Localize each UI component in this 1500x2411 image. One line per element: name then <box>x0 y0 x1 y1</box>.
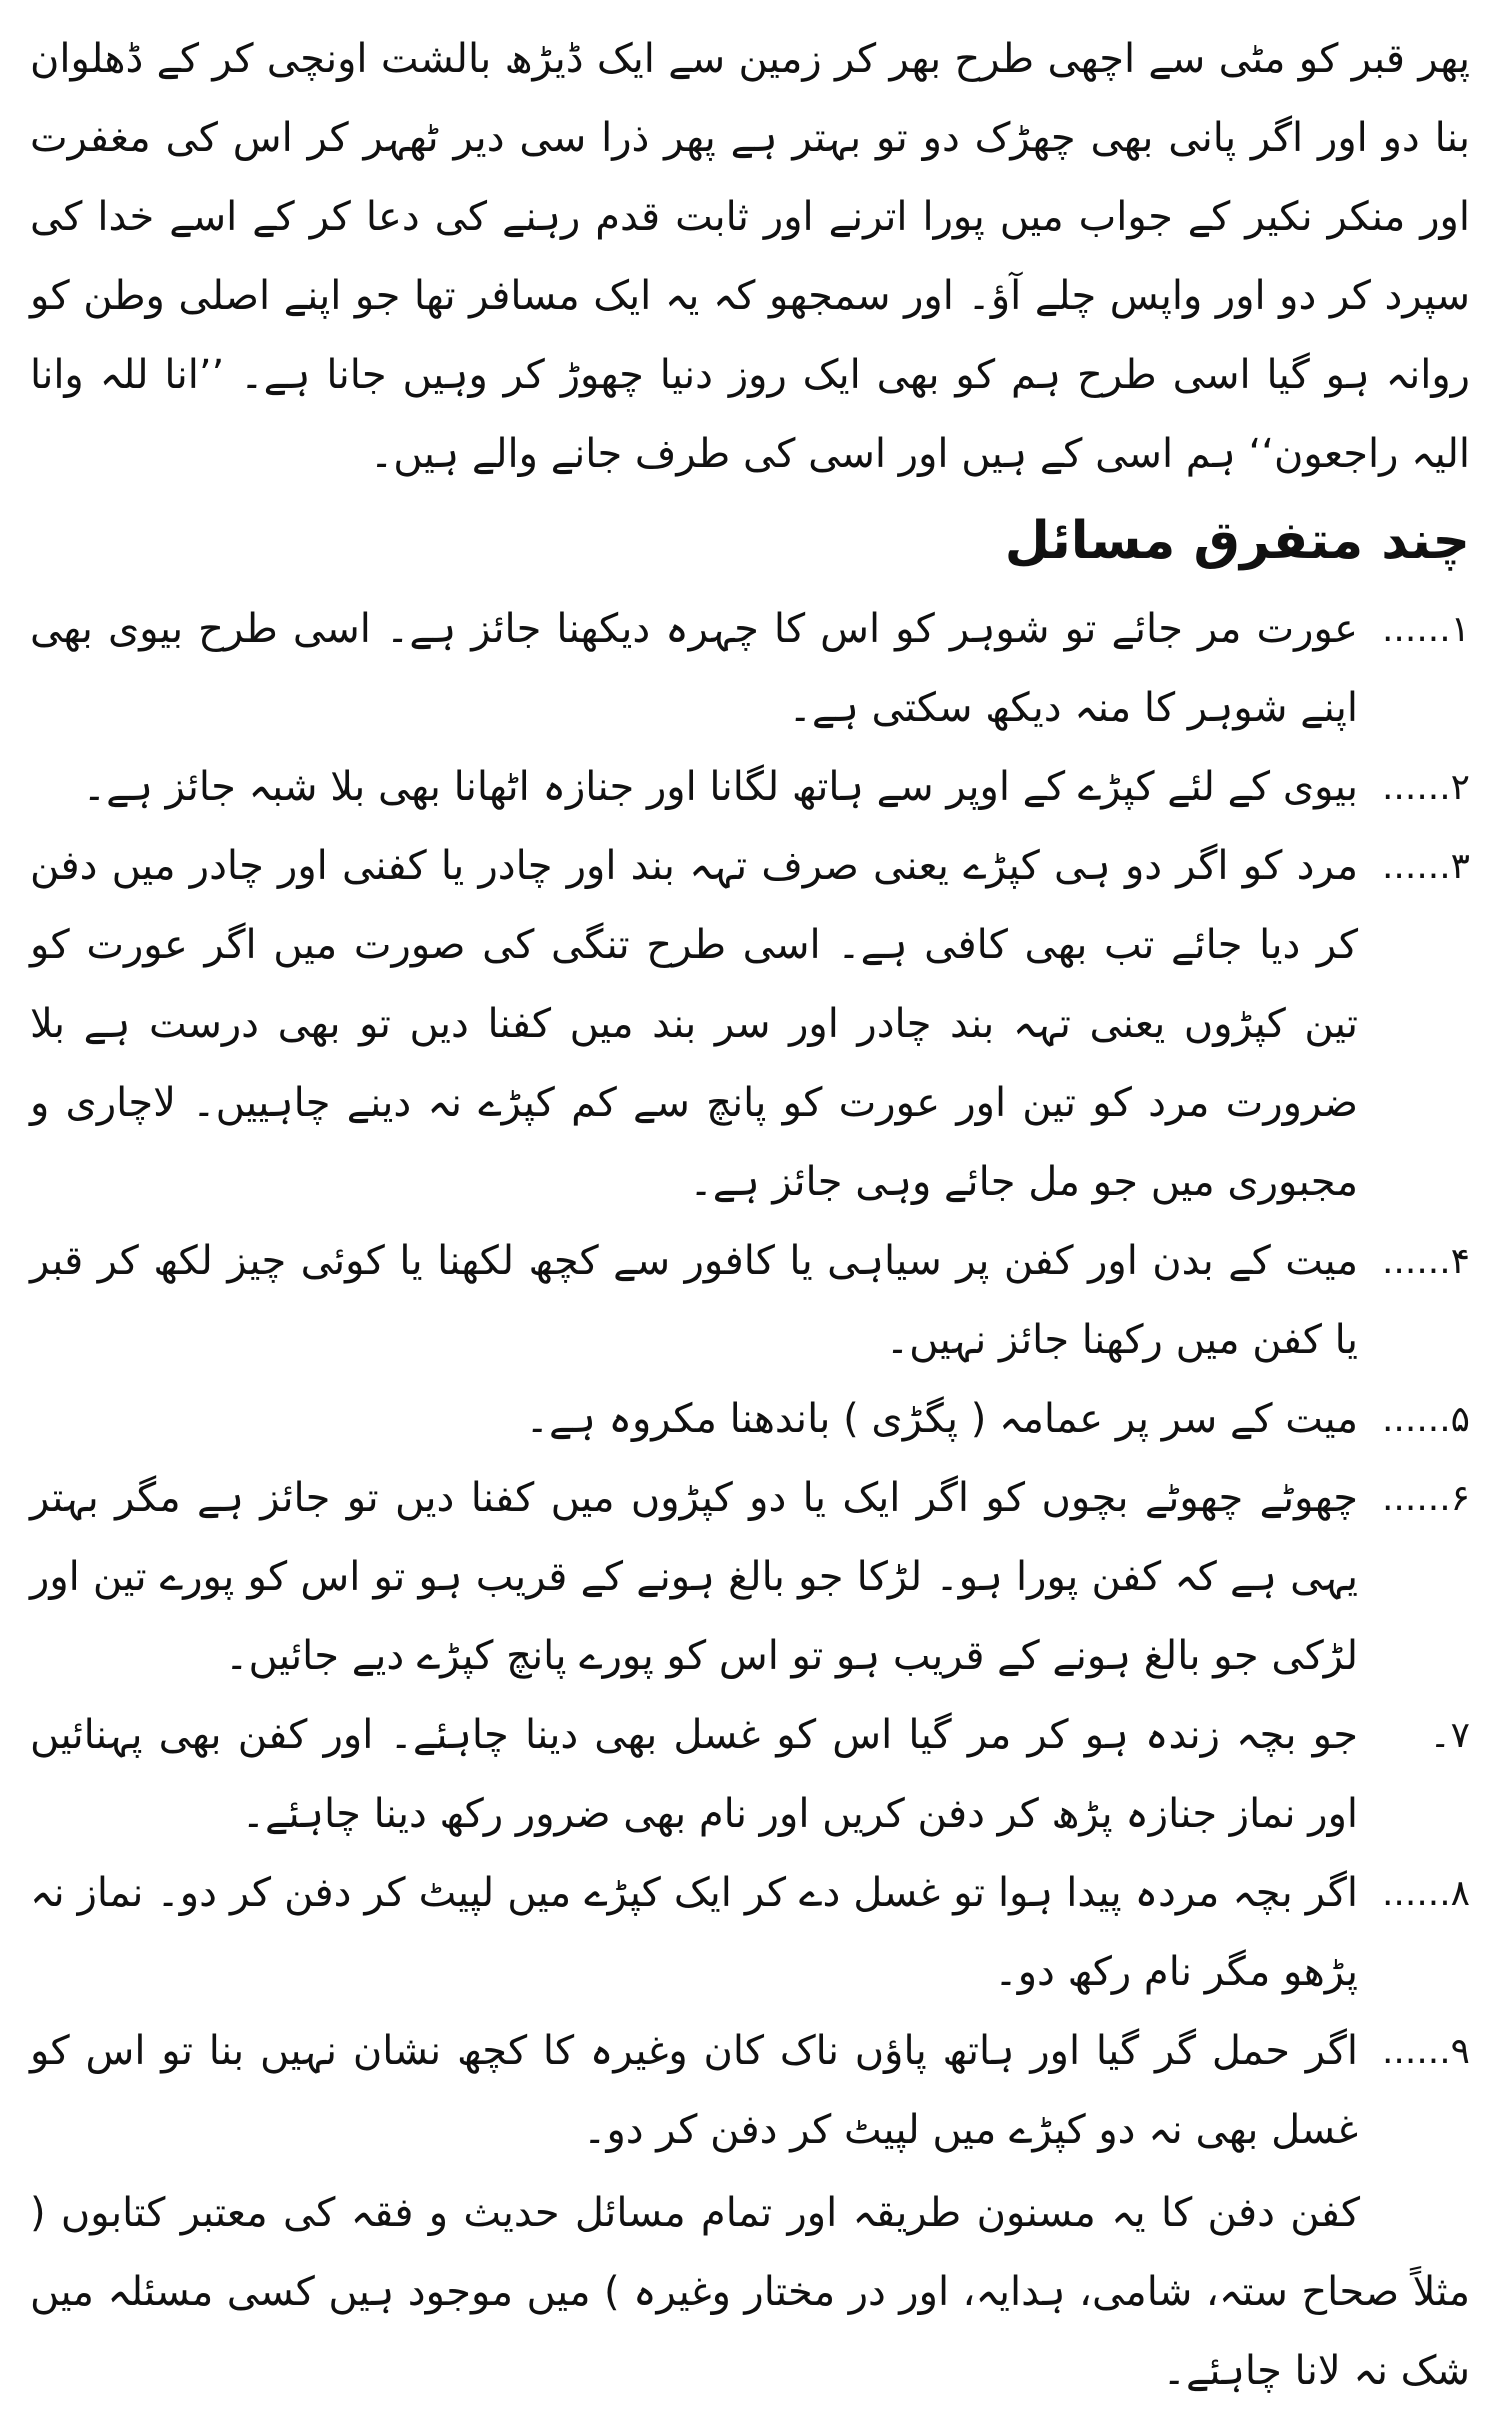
item-text: اگر بچہ مردہ پیدا ہوا تو غسل دے کر ایک کپڑے میں لپیٹ کر دفن کر دو۔ نماز نہ پڑھو مگر نام رکھ دو۔ <box>30 1870 1358 1995</box>
item-number: ۳...... <box>1381 846 1470 887</box>
item-number: ۱...... <box>1381 609 1470 650</box>
list-item <box>30 1459 1470 1696</box>
list-item <box>30 1380 1470 1459</box>
document-page <box>30 20 1470 2394</box>
item-number: ۵...... <box>1381 1399 1470 1440</box>
item-number: ۲...... <box>1381 767 1470 808</box>
item-number: ۶...... <box>1381 1478 1470 1519</box>
item-number: ۸...... <box>1381 1873 1470 1914</box>
section-heading: چند متفرق مسائل <box>1004 511 1470 571</box>
list-item <box>30 1696 1470 1854</box>
item-text: میت کے بدن اور کفن پر سیاہی یا کافور سے کچھ لکھنا یا کوئی چیز لکھ کر قبر یا کفن میں رکھنا جائز نہیں۔ <box>30 1238 1358 1363</box>
issues-list <box>30 590 1470 2170</box>
intro-paragraph: پھر قبر کو مٹی سے اچھی طرح بھر کر زمین سے ایک ڈیڑھ بالشت اونچی کر کے ڈھلوان بنا دو اور اگر پانی بھی چھڑک دو تو بہتر ہے پھر ذرا سی دیر ٹھہر کر اس کی مغفرت اور منکر نکیر کے جواب میں پورا اترنے اور ثابت قدم رہنے کی دعا کر کے اسے خدا کی سپرد کر دو اور واپس چلے آؤ۔ اور سمجھو کہ یہ ایک مسافر تھا جو اپنے اصلی وطن کو روانہ ہو گیا اسی طرح ہم کو بھی ایک روز دنیا چھوڑ کر وہیں جانا ہے۔ ’’انا للہ وانا الیہ راجعون‘‘ ہم اسی کے ہیں اور اسی کی طرف جانے والے ہیں۔ <box>30 36 1470 477</box>
item-text: چھوٹے چھوٹے بچوں کو اگر ایک یا دو کپڑوں میں کفنا دیں تو جائز ہے مگر بہتر یہی ہے کہ کفن پورا ہو۔ لڑکا جو بالغ ہونے کے قریب ہو تو اس کو پورے تین اور لڑکی جو بالغ ہونے کے قریب ہو تو اس کو پورے پانچ کپڑے دیے جائیں۔ <box>30 1475 1358 1679</box>
list-item <box>30 748 1470 827</box>
closing-paragraph: کفن دفن کا یہ مسنون طریقہ اور تمام مسائل حدیث و فقہ کی معتبر کتابوں ( مثلاً صحاح ستہ، شامی، ہدایہ، اور در مختار وغیرہ ) میں موجود ہیں کسی مسئلہ میں شک نہ لانا چاہئے۔ <box>30 2190 1470 2394</box>
item-number: ۷۔ <box>1429 1715 1470 1756</box>
item-text: بیوی کے لئے کپڑے کے اوپر سے ہاتھ لگانا اور جنازہ اٹھانا بھی بلا شبہ جائز ہے۔ <box>82 764 1358 810</box>
item-number: ۹...... <box>1381 2031 1470 2072</box>
item-text: اگر حمل گر گیا اور ہاتھ پاؤں ناک کان وغیرہ کا کچھ نشان نہیں بنا تو اس کو غسل بھی نہ دو کپڑے میں لپیٹ کر دفن کر دو۔ <box>30 2028 1358 2153</box>
item-text: عورت مر جائے تو شوہر کو اس کا چہرہ دیکھنا جائز ہے۔ اسی طرح بیوی بھی اپنے شوہر کا منہ دیکھ سکتی ہے۔ <box>30 606 1358 731</box>
list-item <box>30 2012 1470 2170</box>
list-item <box>30 827 1470 1222</box>
list-item <box>30 1854 1470 2012</box>
list-item <box>30 590 1470 748</box>
item-text: مرد کو اگر دو ہی کپڑے یعنی صرف تہہ بند اور چادر یا کفنی اور چادر میں دفن کر دیا جائے تب بھی کافی ہے۔ اسی طرح تنگی کی صورت میں اگر عورت کو تین کپڑوں یعنی تہہ بند چادر اور سر بند میں کفنا دیں تو بھی درست ہے بلا ضرورت مرد کو تین اور عورت کو پانچ سے کم کپڑے نہ دینے چاہییں۔ لاچاری و مجبوری میں جو مل جائے وہی جائز ہے۔ <box>30 843 1358 1205</box>
list-item <box>30 1222 1470 1380</box>
item-text: جو بچہ زندہ ہو کر مر گیا اس کو غسل بھی دینا چاہئے۔ اور کفن بھی پہنائیں اور نماز جنازہ پڑھ کر دفن کریں اور نام بھی ضرور رکھ دینا چاہئے۔ <box>30 1712 1358 1837</box>
item-number: ۴...... <box>1381 1241 1470 1282</box>
item-text: میت کے سر پر عمامہ ( پگڑی ) باندھنا مکروہ ہے۔ <box>525 1396 1358 1442</box>
